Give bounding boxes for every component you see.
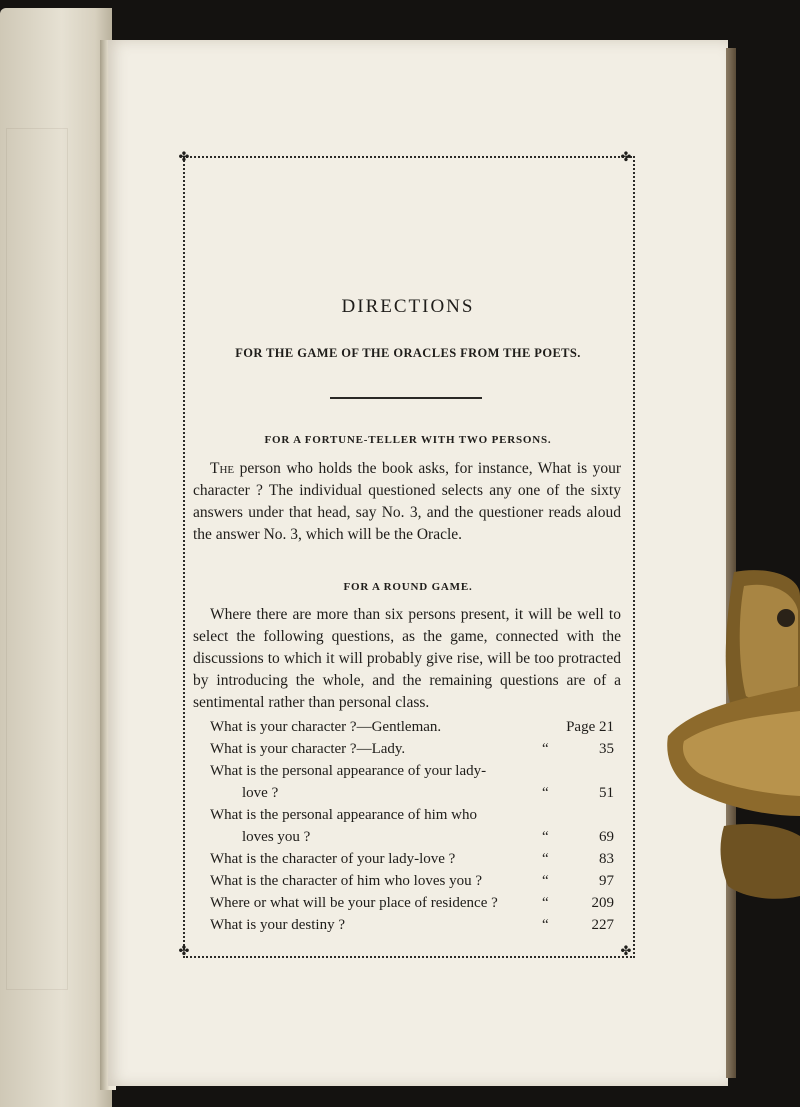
page-reference [566,716,614,738]
page-title: DIRECTIONS [341,296,475,317]
question-text: What is the character of your lady-love ? [210,851,456,867]
paragraph-body: person who holds the book asks, for instance, What is your character ? The individual questioned selects any one of the sixty answers under that head, say No. 3, and the questioner reads aloud the answer No. 3, which will be the Oracle. [193,460,621,543]
question-continuation: love ? [242,785,279,801]
brass-page-clip [664,566,800,906]
question-row [210,870,614,892]
question-row [210,848,614,870]
ditto-mark: “ [542,785,549,801]
question-text: What is your character ?—Lady. [210,741,406,757]
question-row [210,914,614,936]
ditto-mark: “ [542,829,549,845]
page-number: 21 [599,719,614,735]
fleuron-ornament-icon: ✤ [178,149,190,164]
question-text: What is your character ?—Gentleman. [210,719,442,735]
page-reference [534,914,614,936]
question-list [210,716,614,936]
section-heading: FOR A FORTUNE-TELLER WITH TWO PERSONS. [264,434,552,446]
question-continuation: loves you ? [242,829,311,845]
question-text: What is the personal appearance of him who [210,807,477,823]
question-text: What is the character of him who loves you ? [210,873,482,889]
page-prefix: Page [566,719,596,735]
fleuron-ornament-icon: ✤ [178,943,190,958]
ditto-mark: “ [542,895,549,911]
question-row [210,804,614,848]
fleuron-ornament-icon: ✤ [620,149,632,164]
page-number: 97 [599,873,614,889]
page-number: 69 [599,829,614,845]
question-row [210,716,614,738]
section-heading: FOR A ROUND GAME. [343,581,473,593]
page-number: 209 [591,895,614,911]
page-reference [534,782,614,804]
page-reference [534,826,614,848]
question-row [210,738,614,760]
title-rule [330,397,482,399]
page-number: 51 [599,785,614,801]
ditto-mark: “ [542,917,549,933]
page-reference [534,848,614,870]
page-number: 35 [599,741,614,757]
question-text: What is the personal appearance of your lady- [210,763,487,779]
left-page [0,8,112,1107]
question-text: What is your destiny ? [210,917,345,933]
question-row [210,892,614,914]
page-number: 83 [599,851,614,867]
question-row [210,760,614,804]
page-reference [534,738,614,760]
section-paragraph [193,458,621,546]
question-text: Where or what will be your place of residence ? [210,895,498,911]
page-reference [534,892,614,914]
page-edge [726,48,736,1078]
ditto-mark: “ [542,873,549,889]
page-number: 227 [591,917,614,933]
ditto-mark: “ [542,741,549,757]
fleuron-ornament-icon: ✤ [620,943,632,958]
ditto-mark: “ [542,851,549,867]
lead-word: The [210,460,235,477]
page-subtitle: FOR THE GAME OF THE ORACLES FROM THE POETS. [235,346,581,360]
section-paragraph: Where there are more than six persons present, it will be well to select the following questions, as the game, connected with the discussions to which it will probably give rise, will be too protracted by introducing the whole, and the remaining questions are of a sentimental rather than personal class. [193,606,621,711]
bleed-through-frame [6,128,68,990]
page-reference [534,870,614,892]
